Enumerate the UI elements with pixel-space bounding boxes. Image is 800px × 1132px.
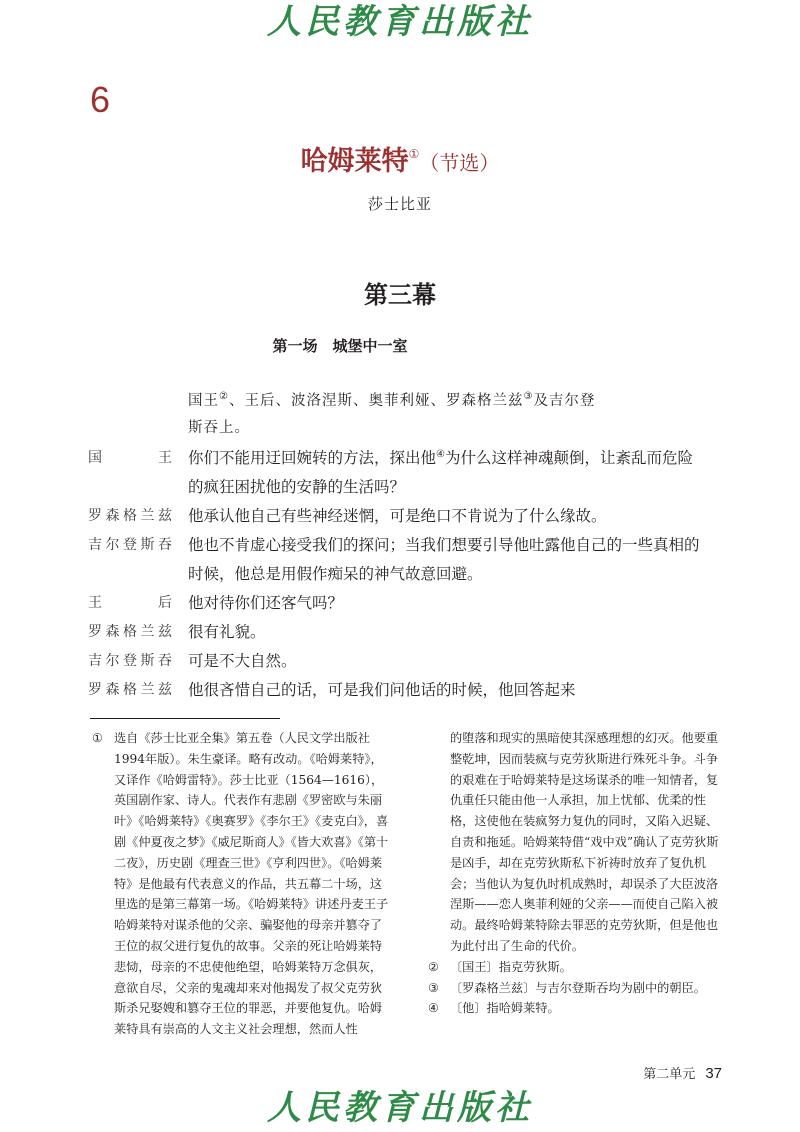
footnote-2 <box>428 957 730 978</box>
footnote-number: ④ <box>428 1001 439 1016</box>
footnote-1-continued: 的堕落和现实的黑暗使其深感理想的幻灭。他要重整乾坤，因而装疯与克劳狄斯进行殊死斗争。斗争的艰难在于哈姆莱特是这场谋杀的唯一知情者，复仇重任只能由他一人承担，加上忧郁、优柔的性格，这使他在装疯努力复仇的同时，又陷入迟疑、自责和拖延。哈姆莱特借“戏中戏”确认了克劳狄斯是凶手，却在克劳狄斯私下祈祷时放弃了复仇机会；当他认为复仇时机成熟时，却误杀了大臣波洛涅斯——恋人奥菲利娅的父亲——而使自己陷入被动。最终哈姆莱特除去罪恶的克劳狄斯，但是他也为此付出了生命的代价。 <box>450 731 719 953</box>
speaker-name: 国王 <box>88 450 172 466</box>
footnote-mark[interactable]: ② <box>219 391 229 402</box>
title-footnote-mark[interactable]: ① <box>408 147 420 161</box>
publisher-logo-bottom: 人民教育出版社 <box>267 1088 533 1128</box>
speaker-name: 罗森格兰兹 <box>88 624 172 640</box>
footnote-text: 〔罗森格兰兹〕与吉尔登斯吞均为剧中的朝臣。 <box>450 980 706 995</box>
title-suffix: （节选） <box>419 151 500 175</box>
footnote-number: ③ <box>428 980 439 995</box>
page-footer <box>643 1064 722 1085</box>
speech-text: 很有礼貌。 <box>188 623 266 641</box>
footnotes-left-column <box>92 728 392 1040</box>
dialogue-line <box>88 647 708 676</box>
speech-text: 他对待你们还客气吗？ <box>188 594 344 612</box>
author: 莎士比亚 <box>367 195 432 213</box>
dialogue-line <box>88 676 708 705</box>
footnote-divider <box>90 718 280 719</box>
dialogue-line <box>88 589 708 618</box>
footnotes-right-column <box>428 728 730 1019</box>
stage-direction-text: 、王后、波洛涅斯、奥菲利娅、罗森格兰兹 <box>228 393 524 409</box>
footnote-text: 〔他〕指哈姆莱特。 <box>450 1001 560 1016</box>
speech-fragment: 你们不能用迂回婉转的方法，探出他 <box>188 449 437 467</box>
dialogue-line <box>88 444 708 502</box>
stage-direction-text: 国王 <box>188 393 219 409</box>
footnote-mark[interactable]: ③ <box>523 391 534 402</box>
publisher-logo-top: 人民教育出版社 <box>267 2 533 42</box>
speech-text: 他也不肯虚心接受我们的探问；当我们想要引导他吐露他自己的一些真相的时候，他总是用假作痴呆的神气故意回避。 <box>188 536 700 583</box>
scene-heading: 第一场 城堡中一室 <box>272 337 408 355</box>
speech-text: 他承认他自己有些神经迷惘，可是绝口不肯说为了什么缘故。 <box>188 507 607 525</box>
speech-fragment: 为什么这样神魂颠倒，让紊乱而危险的疯狂困扰他的安静的生活吗？ <box>188 449 693 496</box>
speech-text: 可是不大自然。 <box>188 652 297 670</box>
footnote-number: ① <box>92 731 103 745</box>
dialogue-line <box>88 502 708 531</box>
stage-direction <box>188 388 608 442</box>
speaker-name: 罗森格兰兹 <box>88 682 172 698</box>
dialogue-line <box>88 531 708 589</box>
footnote-text: 〔国王〕指克劳狄斯。 <box>450 959 572 974</box>
dialogue-line <box>88 618 708 647</box>
speech-text: 他很吝惜自己的话，可是我们问他话的时候，他回答起来 <box>188 681 576 699</box>
footnote-number: ② <box>428 959 439 974</box>
page-title: 哈姆莱特 <box>300 146 409 177</box>
speaker-name: 罗森格兰兹 <box>88 508 172 524</box>
footnote-3 <box>428 978 730 999</box>
speaker-name: 王后 <box>88 595 172 611</box>
unit-label: 第二单元 <box>643 1067 696 1082</box>
footnote-text: 选自《莎士比亚全集》第五卷（人民文学出版社1994年版）。朱生豪译。略有改动。《哈姆莱特》，又译作《哈姆雷特》。莎士比亚（1564—1616），英国剧作家、诗人。代表作有悲剧《罗密欧与朱丽叶》《哈姆莱特》《奥赛罗》《李尔王》《麦克白》，喜剧《仲夏夜之梦》《威尼斯商人》《皆大欢喜》《第十二夜》，历史剧《理查三世》《亨利四世》。《哈姆莱特》是他最有代表意义的作品，共五幕二十场，这里选的是第三幕第一场。《哈姆莱特》讲述丹麦王子哈姆莱特对谋杀他的父亲、骗娶他的母亲并篡夺了王位的叔父进行复仇的故事。父亲的死让哈姆莱特悲恸，母亲的不忠使他绝望，哈姆莱特万念俱灰，意欲自尽，父亲的鬼魂却来对他揭发了叔父克劳狄斯杀兄娶嫂和篡夺王位的罪恶，并要他复仇。哈姆莱特具有崇高的人文主义社会理想，然而人性 <box>114 731 389 1037</box>
footnote-1 <box>92 728 392 1040</box>
speaker-name: 吉尔登斯吞 <box>88 537 172 553</box>
footnote-4 <box>428 998 730 1019</box>
page-number: 37 <box>705 1065 722 1082</box>
act-heading: 第三幕 <box>364 281 436 309</box>
dialogue <box>88 444 708 705</box>
title-line <box>0 134 800 185</box>
stage-direction-text: 及吉尔登斯吞上。 <box>188 393 596 436</box>
speaker-name: 吉尔登斯吞 <box>88 653 172 669</box>
footnote-mark[interactable]: ④ <box>436 449 445 460</box>
speech-text <box>188 444 708 502</box>
lesson-number: 6 <box>90 79 111 120</box>
